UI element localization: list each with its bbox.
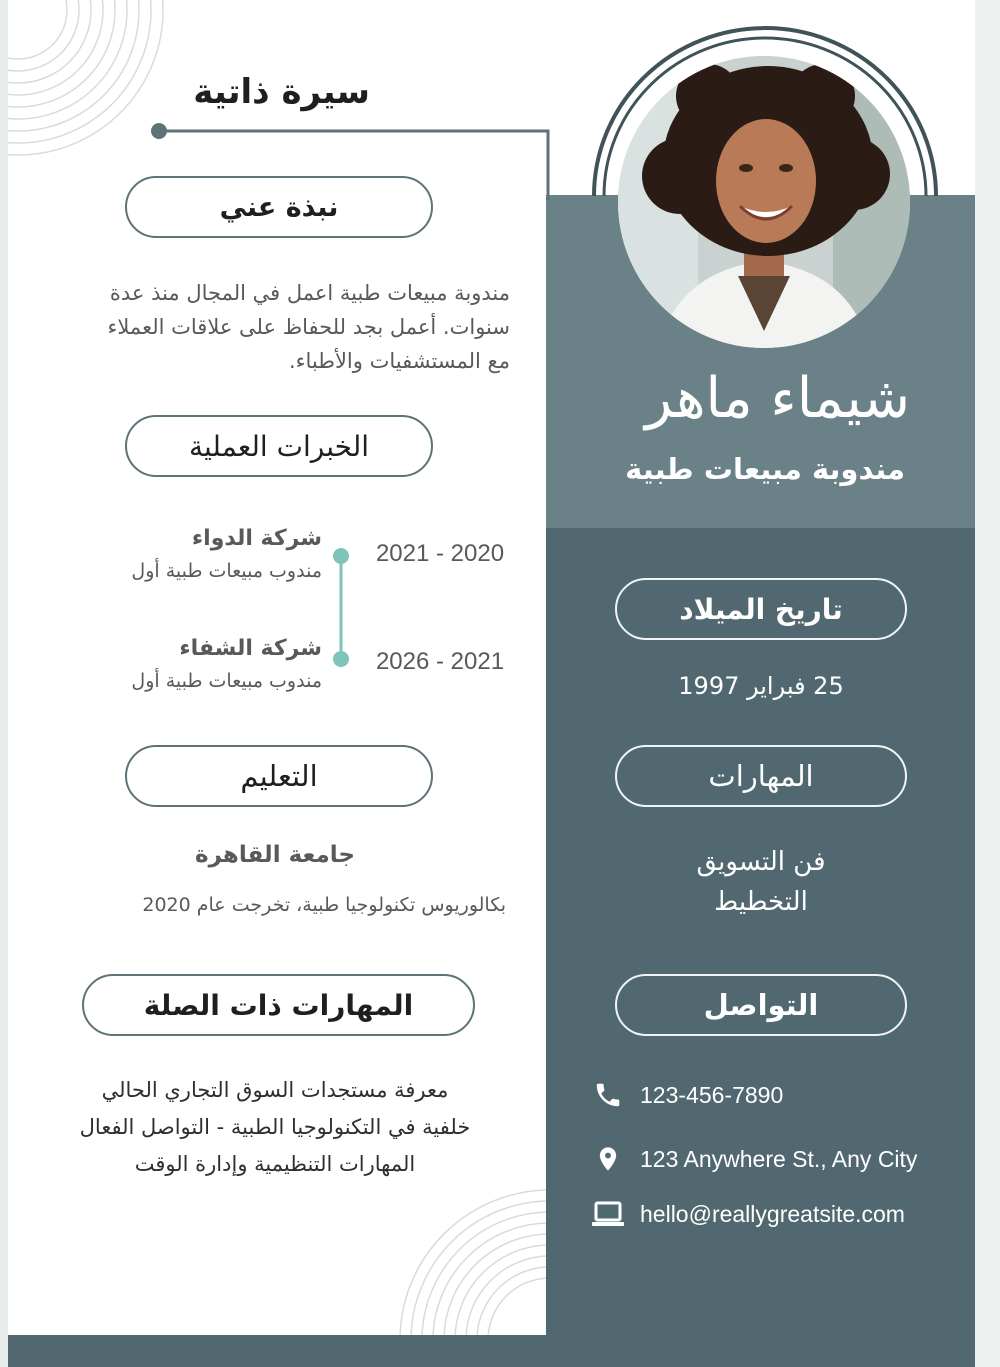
about-line: مع المستشفيات والأطباء. bbox=[288, 349, 510, 373]
skill-item: التخطيط bbox=[714, 887, 808, 917]
birth-heading-text: تاريخ الميلاد bbox=[679, 592, 843, 626]
right-edge-strip bbox=[975, 0, 1000, 1367]
experience-period: 2021 - 2026 bbox=[375, 648, 505, 675]
portrait-image bbox=[618, 56, 910, 348]
decorative-arcs-top bbox=[8, 0, 168, 160]
contact-heading bbox=[615, 974, 907, 1036]
related-skills-line: المهارات التنظيمية وإدارة الوقت bbox=[134, 1152, 416, 1176]
related-skills-heading bbox=[82, 974, 475, 1036]
education-heading-text: التعليم bbox=[240, 759, 318, 793]
education-degree: بكالوريوس تكنولوجيا طبية، تخرجت عام 2020 bbox=[142, 894, 506, 916]
experience-company: شركة الشفاء bbox=[179, 636, 322, 661]
profile-photo-frame bbox=[590, 26, 940, 356]
skills-list bbox=[615, 842, 907, 922]
experience-item bbox=[60, 632, 322, 696]
resume-title: سيرة ذاتية bbox=[193, 72, 370, 112]
about-heading-text: نبذة عني bbox=[219, 191, 339, 223]
contact-email: hello@reallygreatsite.com bbox=[640, 1200, 905, 1227]
contact-phone: 123-456-7890 bbox=[640, 1081, 784, 1108]
person-role: مندوبة مبيعات طبية bbox=[625, 452, 905, 486]
related-skills-text bbox=[40, 1072, 510, 1183]
experience-timeline bbox=[330, 545, 352, 671]
about-line: مندوبة مبيعات طبية اعمل في المجال منذ عدة bbox=[109, 281, 510, 305]
contact-address: 123 Anywhere St., Any City bbox=[640, 1145, 918, 1172]
profile-photo bbox=[618, 56, 910, 348]
about-text bbox=[40, 276, 510, 378]
experience-position: مندوب مبيعات طبية أول bbox=[131, 670, 322, 692]
experience-item bbox=[60, 522, 322, 586]
related-skills-line: خلفية في التكنولوجيا الطبية - التواصل الفعال bbox=[79, 1115, 471, 1139]
contact-address-row bbox=[590, 1139, 930, 1179]
education-school: جامعة القاهرة bbox=[195, 842, 355, 868]
sidebar-panel bbox=[546, 528, 975, 1367]
location-pin-icon bbox=[590, 1141, 626, 1177]
experience-heading-text: الخبرات العملية bbox=[188, 429, 370, 463]
contact-phone-row bbox=[590, 1075, 930, 1115]
skills-heading bbox=[615, 745, 907, 807]
bottom-band bbox=[8, 1335, 548, 1367]
left-edge-strip bbox=[0, 0, 8, 1367]
contact-email-row bbox=[590, 1194, 930, 1234]
skill-item: فن التسويق bbox=[696, 847, 826, 877]
about-line: سنوات. أعمل بجد للحفاظ على علاقات العملاء bbox=[107, 315, 510, 339]
phone-icon bbox=[590, 1077, 626, 1113]
about-heading bbox=[125, 176, 433, 238]
decorative-arcs-bottom bbox=[395, 1185, 547, 1337]
person-name: شيماء ماهر bbox=[645, 366, 910, 431]
education-heading bbox=[125, 745, 433, 807]
experience-heading bbox=[125, 415, 433, 477]
related-skills-line: معرفة مستجدات السوق التجاري الحالي bbox=[101, 1078, 449, 1102]
related-skills-heading-text: المهارات ذات الصلة bbox=[143, 988, 414, 1022]
experience-position: مندوب مبيعات طبية أول bbox=[131, 560, 322, 582]
experience-company: شركة الدواء bbox=[191, 526, 322, 551]
experience-period: 2020 - 2021 bbox=[375, 540, 505, 567]
birth-date: 25 فبراير 1997 bbox=[678, 672, 844, 700]
skills-heading-text: المهارات bbox=[708, 759, 814, 793]
laptop-icon bbox=[590, 1196, 626, 1232]
birth-heading bbox=[615, 578, 907, 640]
contact-heading-text: التواصل bbox=[703, 988, 819, 1022]
